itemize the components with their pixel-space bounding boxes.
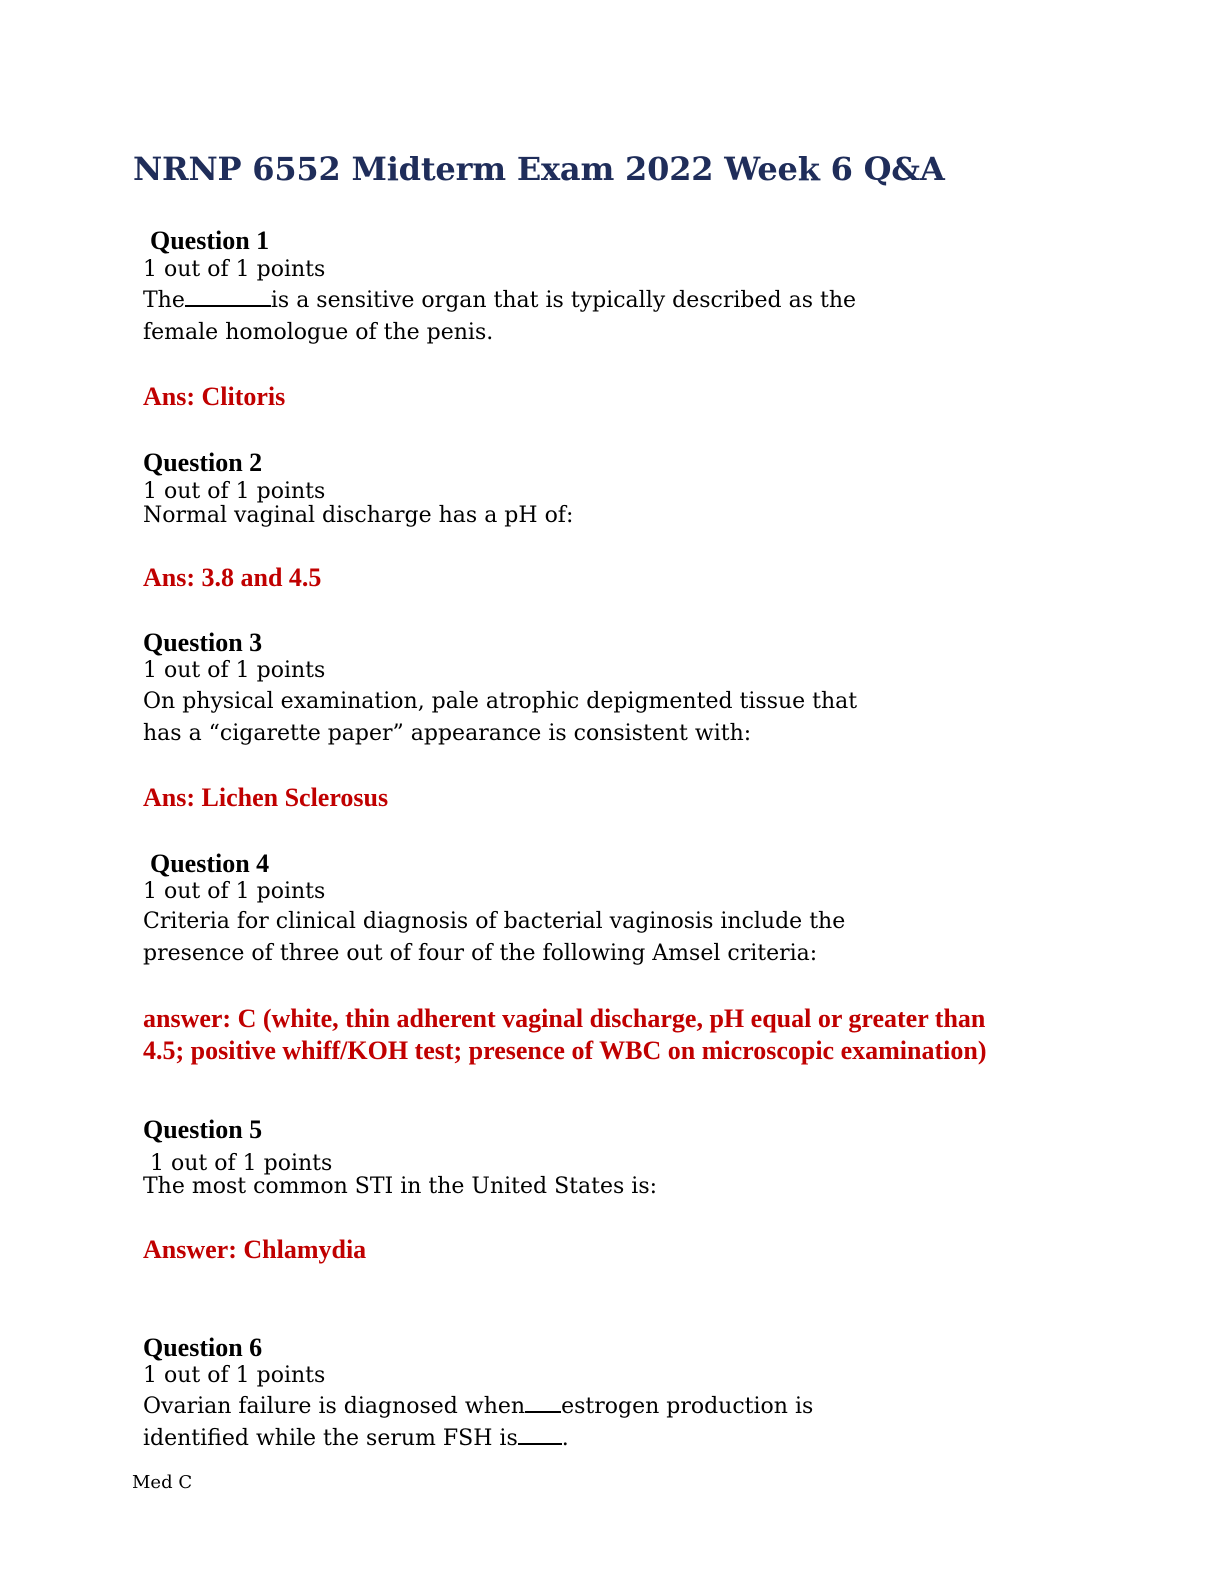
blank-line xyxy=(518,1442,562,1445)
question-6-text-line-1 xyxy=(143,1391,813,1423)
question-5-text-line-1: The most common STI in the United States is: xyxy=(143,1174,658,1199)
question-1-text-line-2: female homologue of the penis. xyxy=(143,320,494,345)
question-5-answer: Answer: Chlamydia xyxy=(143,1235,367,1264)
question-4-text-line-2: presence of three out of four of the following Amsel criteria: xyxy=(143,941,818,966)
question-1-answer: Ans: Clitoris xyxy=(143,382,286,411)
question-3-heading: Question 3 xyxy=(143,628,263,657)
question-3-text-line-2: has a “cigarette paper” appearance is consistent with: xyxy=(143,721,752,746)
question-4-points: 1 out of 1 points xyxy=(143,879,326,904)
document-title: NRNP 6552 Midterm Exam 2022 Week 6 Q&A xyxy=(133,150,945,188)
question-3-points: 1 out of 1 points xyxy=(143,658,326,683)
question-4-text-line-1: Criteria for clinical diagnosis of bacterial vaginosis include the xyxy=(143,909,846,934)
question-6-line-1-before: Ovarian failure is diagnosed when xyxy=(143,1394,526,1419)
question-1-text-before: The xyxy=(143,288,185,313)
question-5-points: 1 out of 1 points xyxy=(150,1151,333,1176)
question-2-text-line-1: Normal vaginal discharge has a pH of: xyxy=(143,503,574,528)
question-4-answer-line-2: 4.5; positive whiff/KOH test; presence of WBC on microscopic examination) xyxy=(143,1036,987,1065)
blank-line xyxy=(185,304,271,307)
question-6-heading: Question 6 xyxy=(143,1333,263,1362)
question-3-answer: Ans: Lichen Sclerosus xyxy=(143,783,389,812)
question-6-text-line-2 xyxy=(143,1423,569,1455)
question-6-line-1-after: estrogen production is xyxy=(561,1394,814,1419)
blank-line xyxy=(525,1410,561,1413)
question-6-points: 1 out of 1 points xyxy=(143,1363,326,1388)
question-1-points: 1 out of 1 points xyxy=(143,257,326,282)
question-5-heading: Question 5 xyxy=(143,1115,263,1144)
question-6-line-2-after: . xyxy=(561,1426,569,1451)
question-1-heading: Question 1 xyxy=(150,226,270,255)
question-4-heading: Question 4 xyxy=(150,849,270,878)
page-footer: Med C xyxy=(132,1472,193,1493)
question-1-text-line-1 xyxy=(143,285,856,317)
question-4-answer-line-1: answer: C (white, thin adherent vaginal discharge, pH equal or greater than xyxy=(143,1004,986,1033)
question-2-points: 1 out of 1 points xyxy=(143,479,326,504)
question-3-text-line-1: On physical examination, pale atrophic depigmented tissue that xyxy=(143,689,858,714)
question-6-line-2-before: identified while the serum FSH is xyxy=(143,1426,518,1451)
question-2-answer: Ans: 3.8 and 4.5 xyxy=(143,563,322,592)
question-2-heading: Question 2 xyxy=(143,448,263,477)
question-1-text-after: is a sensitive organ that is typically described as the xyxy=(270,288,857,313)
